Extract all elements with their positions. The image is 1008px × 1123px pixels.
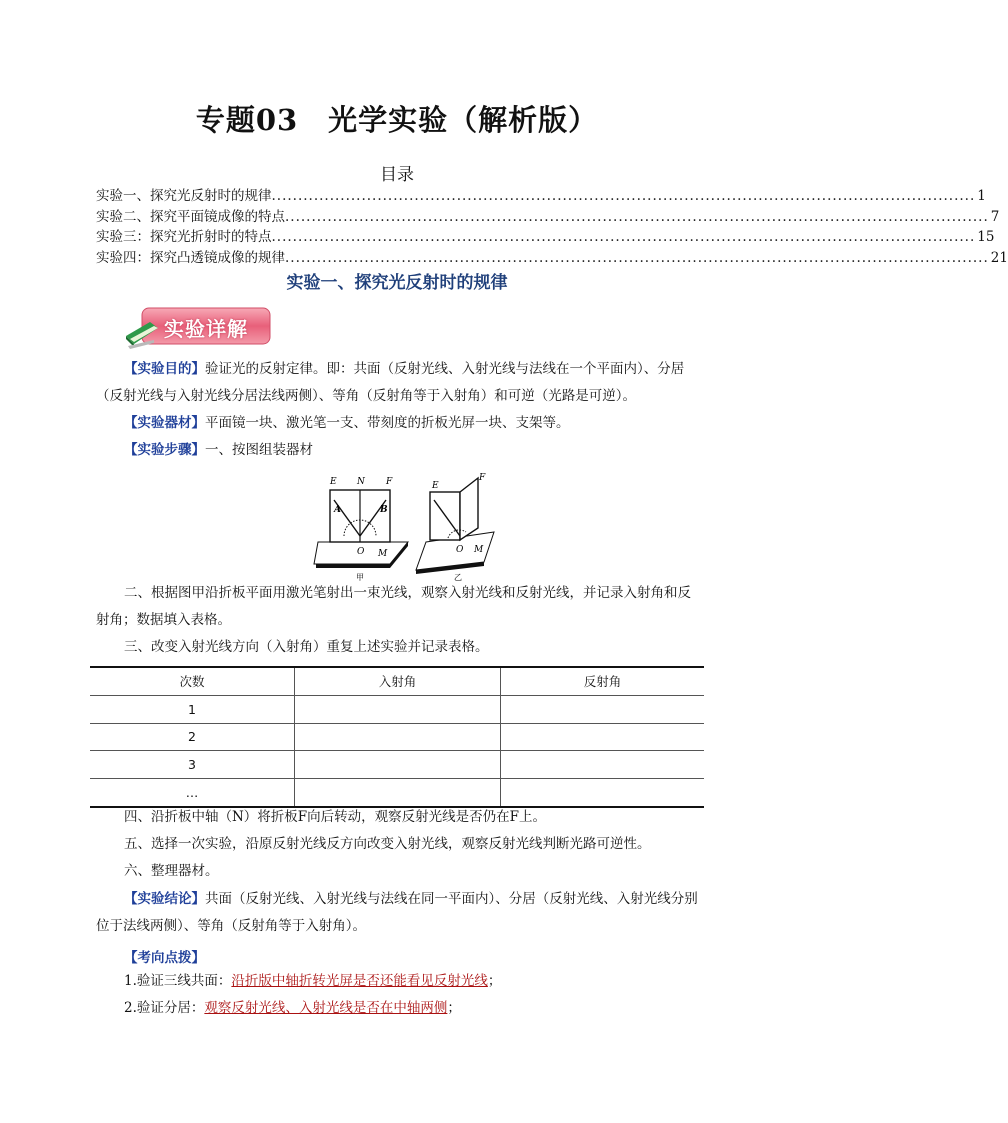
tip-1-answer: 沿折版中轴折转光屏是否还能看见反射光线 (231, 973, 488, 989)
tip-1 (96, 968, 704, 995)
tip-1-suffix: ； (487, 973, 502, 989)
table-cell: 2 (90, 723, 295, 751)
table-cell (501, 779, 704, 807)
table-header: 反射角 (501, 667, 704, 695)
reflection-apparatus-figure (316, 470, 496, 582)
svg-text:N: N (357, 477, 365, 487)
banner-label: 实验详解 (164, 317, 248, 341)
page-title: 专题03 光学实验（解析版） (195, 103, 599, 137)
svg-text:O: O (456, 545, 464, 555)
table-cell: 3 (90, 751, 295, 779)
equipment-lead: 【实验器材】 (124, 415, 205, 431)
toc-item-label: 实验四：探究凸透镜成像的规律 (96, 249, 285, 266)
toc-item[interactable]: 实验二、探究平面镜成像的特点 ..................................................................................................................................... 7 (96, 205, 746, 226)
svg-text:M: M (378, 549, 388, 559)
steps-lead: 【实验步骤】 (124, 442, 205, 458)
purpose-text: 验证光的反射定律。即：共面（反射光线、入射光线与法线在一个平面内）、分居（反射光线与入射光线分居法线两侧）、等角（反射角等于入射角）和可逆（光路是可逆）。 (96, 361, 685, 404)
tip-2-answer: 观察反射光线、入射光线是否在中轴两侧 (204, 1000, 448, 1016)
table-header: 次数 (90, 667, 295, 695)
svg-text:E: E (432, 481, 439, 491)
step-2: 二、根据图甲沿折板平面用激光笔射出一束光线，观察入射光线和反射光线，并记录入射角和反射角；数据填入表格。 (96, 585, 691, 628)
tip-2-prefix: 2.验证分居： (124, 1000, 205, 1016)
figure-caption-yi: 乙 (454, 573, 462, 582)
toc-item[interactable]: 实验一、探究光反射时的规律 ..................................................................................................................................... 1 (96, 184, 746, 205)
conclusion-lead: 【实验结论】 (124, 891, 205, 907)
table-header: 入射角 (295, 667, 501, 695)
svg-text:O: O (357, 547, 365, 557)
svg-text:F: F (479, 473, 486, 483)
tips-title: 【考向点拨】 (124, 950, 205, 966)
data-table (90, 666, 704, 808)
table-row (90, 723, 704, 751)
toc-heading: 目录 (380, 165, 414, 185)
figure-jia (314, 477, 408, 582)
table-cell (501, 751, 704, 779)
tip-2-suffix: ； (447, 1000, 461, 1016)
table-cell (501, 723, 704, 751)
step-4: 四、沿折板中轴（N）将折板F向后转动，观察反射光线是否仍在F上。 (124, 809, 547, 825)
step-6: 六、整理器材。 (124, 863, 219, 879)
step-1: 一、按图组装器材 (205, 442, 313, 458)
tip-2 (96, 995, 704, 1022)
table-cell: 1 (90, 695, 295, 723)
conclusion-text: 共面（反射光线、入射光线与法线在同一平面内）、分居（反射光线、入射光线分别位于法线两侧）、等角（反射角等于入射角）。 (96, 891, 698, 934)
figure-yi (416, 473, 494, 582)
toc-item-label: 实验一、探究光反射时的规律 (96, 188, 272, 204)
conclusion-paragraph (96, 886, 704, 940)
table-row (90, 751, 704, 779)
table-header-row (90, 667, 704, 695)
table-cell (295, 723, 501, 751)
svg-text:E: E (330, 477, 337, 487)
toc-item[interactable]: 实验四：探究凸透镜成像的规律 ..................................................................................................................................... 21 (96, 246, 746, 267)
table-row (90, 695, 704, 723)
toc-item-page: 21 (990, 249, 1008, 266)
toc-item-page: 1 (977, 188, 986, 204)
svg-text:B: B (380, 505, 388, 515)
section-banner (124, 306, 274, 350)
tip-1-prefix: 1.验证三线共面： (124, 973, 232, 989)
toc-item[interactable]: 实验三：探究光折射时的特点 ..................................................................................................................................... 15 (96, 225, 746, 246)
figure-caption-jia: 甲 (356, 573, 364, 582)
step-5: 五、选择一次实验，沿原反射光线反方向改变入射光线，观察反射光线判断光路可逆性。 (124, 836, 651, 852)
steps-paragraph (96, 437, 704, 464)
table-row (90, 779, 704, 807)
step-3: 三、改变入射光线方向（入射角）重复上述实验并记录表格。 (124, 639, 489, 655)
table-cell (295, 751, 501, 779)
toc-item-page: 7 (990, 208, 1000, 225)
table-cell (295, 695, 501, 723)
toc-item-page: 15 (977, 229, 995, 245)
section-title: 实验一、探究光反射时的规律 (286, 273, 508, 293)
toc-item-label: 实验三：探究光折射时的特点 (96, 229, 272, 245)
svg-text:A: A (334, 505, 341, 515)
table-cell (295, 779, 501, 807)
table-cell (501, 695, 704, 723)
svg-text:F: F (386, 477, 393, 487)
table-of-contents (96, 184, 1008, 266)
purpose-paragraph (96, 356, 704, 410)
equipment-text: 平面镜一块、激光笔一支、带刻度的折板光屏一块、支架等。 (205, 415, 570, 431)
svg-text:M: M (474, 545, 484, 555)
purpose-lead: 【实验目的】 (124, 361, 205, 377)
toc-item-label: 实验二、探究平面镜成像的特点 (96, 208, 285, 225)
table-cell: … (90, 779, 295, 807)
equipment-paragraph (96, 410, 704, 437)
